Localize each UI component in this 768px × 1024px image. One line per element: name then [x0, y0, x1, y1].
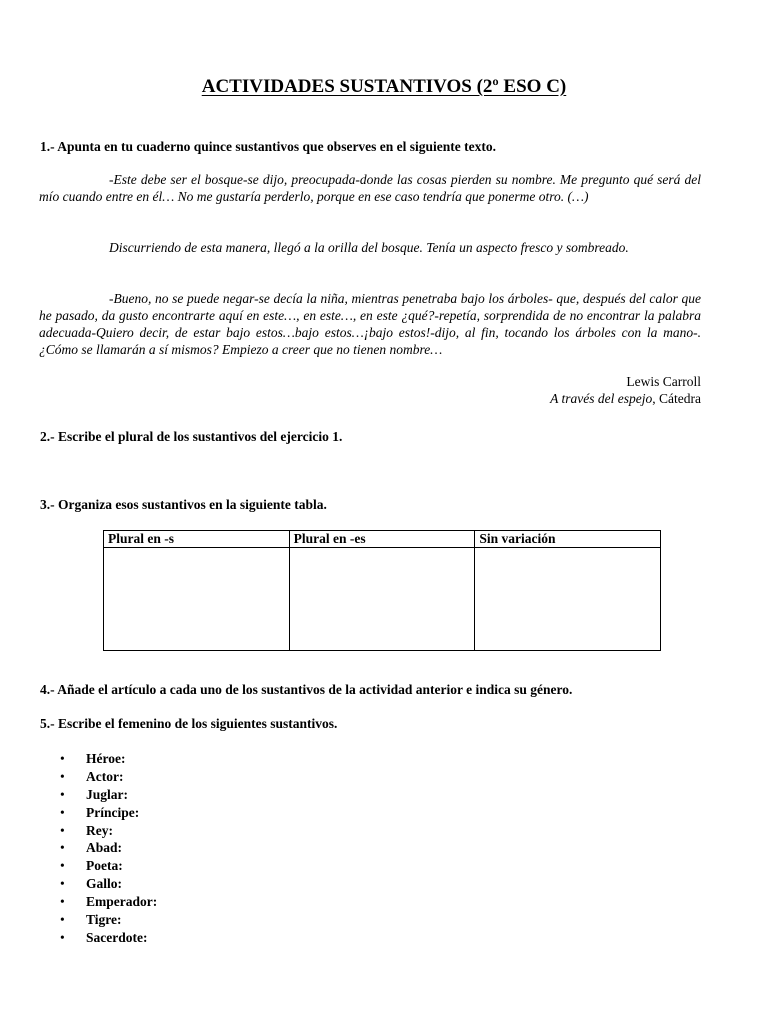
table-cell-plural-es[interactable]	[289, 548, 475, 651]
question-4-heading: 4.- Añade el artículo a cada uno de los sustantivos de la actividad anterior e indica su género.	[40, 682, 573, 697]
list-item-label: Gallo:	[86, 876, 122, 892]
bullet-icon: •	[60, 751, 65, 766]
citation-source	[550, 390, 701, 407]
bullet-icon: •	[60, 929, 65, 945]
list-item-label: Rey:	[86, 822, 113, 838]
table-row	[104, 548, 661, 651]
list-item-label: Actor:	[86, 768, 124, 784]
bullet-icon: •	[60, 822, 65, 838]
list-item-sacerdote	[0, 929, 157, 947]
question-3-heading: 3.- Organiza esos sustantivos en la siguiente tabla.	[40, 497, 327, 512]
question-2-heading: 2.- Escribe el plural de los sustantivos del ejercicio 1.	[40, 429, 343, 444]
table-header-plural-s: Plural en -s	[104, 531, 290, 548]
bullet-icon: •	[60, 876, 65, 892]
table-cell-plural-s[interactable]	[104, 548, 290, 651]
question-5-heading: 5.- Escribe el femenino de los siguientes sustantivos.	[40, 716, 338, 731]
text-paragraph-1: -Este debe ser el bosque-se dijo, preocupada-donde las cosas pierden su nombre. Me pregunto qué será del mío cuando entre en él… No me gustaría perderlo, porque en ese caso tendría que ponerme otro. (…)	[39, 172, 701, 204]
table-header-row	[104, 531, 661, 548]
list-item-label: Héroe:	[86, 751, 126, 766]
list-item-emperador	[0, 893, 157, 911]
bullet-icon: •	[60, 768, 65, 784]
list-item-label: Emperador:	[86, 894, 158, 910]
citation-author: Lewis Carroll	[626, 374, 701, 389]
list-item-label: Tigre:	[86, 912, 122, 928]
list-item-label: Príncipe:	[86, 804, 140, 820]
list-item-gallo	[0, 875, 157, 893]
bullet-icon: •	[60, 858, 65, 874]
citation-publisher: , Cátedra	[652, 391, 701, 406]
list-item-juglar	[0, 786, 157, 804]
list-item-label: Juglar:	[86, 786, 128, 802]
document-title: ACTIVIDADES SUSTANTIVOS (2º ESO C)	[201, 76, 567, 97]
list-item-poeta	[0, 857, 157, 875]
text-paragraph-3: -Bueno, no se puede negar-se decía la niña, mientras penetraba bajo los árboles- que, después del calor que he pasado, da gusto encontrarte aquí en este…, en este…, en este ¿qué?-repetía, sorprendida de no encontrar la palabra adecuada-Quiero decir, de estar bajo estos…bajo estos…¡bajo estos!-dijo, al fin, tocando los árboles con la mano-. ¿Cómo se llamarán a sí mismos? Empiezo a creer que no tienen nombre…	[39, 291, 701, 357]
bullet-icon: •	[60, 894, 65, 910]
text-paragraph-2: Discurriendo de esta manera, llegó a la orilla del bosque. Tenía un aspecto fresco y sombreado.	[109, 240, 629, 255]
list-item-label: Abad:	[86, 840, 123, 856]
classification-table	[103, 530, 661, 651]
list-item-actor	[0, 768, 157, 786]
list-item-tigre	[0, 911, 157, 929]
table-header-sin-variacion: Sin variación	[475, 531, 661, 548]
noun-list	[0, 750, 157, 947]
bullet-icon: •	[60, 840, 65, 856]
bullet-icon: •	[60, 912, 65, 928]
citation-book-title: A través del espejo	[550, 391, 653, 406]
list-item-label: Poeta:	[86, 858, 123, 874]
list-item-label: Sacerdote:	[86, 929, 148, 945]
list-item-rey	[0, 822, 157, 840]
question-1-heading: 1.- Apunta en tu cuaderno quince sustantivos que observes en el siguiente texto.	[40, 139, 497, 154]
table-header-plural-es: Plural en -es	[289, 531, 475, 548]
list-item-principe	[0, 804, 157, 822]
table-cell-sin-variacion[interactable]	[475, 548, 661, 651]
list-item-heroe	[0, 750, 157, 768]
bullet-icon: •	[60, 786, 65, 802]
list-item-abad	[0, 839, 157, 857]
bullet-icon: •	[60, 804, 65, 820]
